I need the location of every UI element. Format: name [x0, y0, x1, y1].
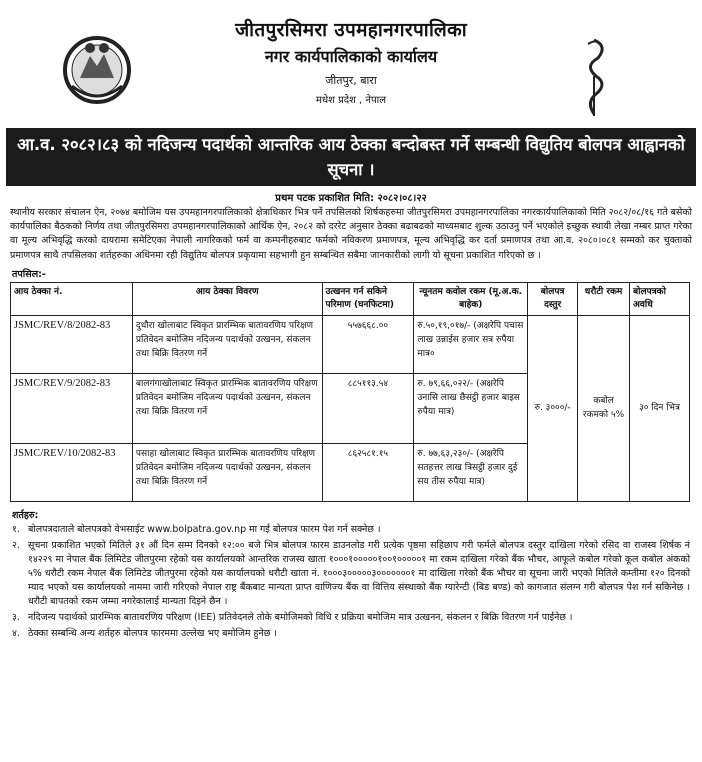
list-item — [12, 523, 690, 537]
letterhead — [6, 16, 696, 128]
term-text: बोलपत्रदाताले बोलपत्रको वेभसाईट www.bolpatra.gov.np मा गई बोलपत्र फारम पेश गर्न सक्नेछ । — [28, 523, 381, 535]
contract-qty: ५५७६६८.०० — [322, 315, 414, 373]
term-number: ४. — [12, 627, 20, 639]
office-name: नगर कार्यपालिकाको कार्यालय — [264, 47, 438, 66]
header-quantity: उत्खनन गर्न सकिने परिमाण (घनफिटमा) — [322, 282, 414, 315]
table-label: तपसिल:- — [12, 268, 46, 280]
contract-qty: ८८५११३.५४ — [322, 373, 414, 443]
contract-table — [10, 282, 690, 502]
notice-page — [6, 6, 696, 756]
contract-ref: JSMC/REV/8/2082-83 — [11, 315, 133, 373]
list-item — [12, 627, 690, 641]
office-province: मधेश प्रदेश , नेपाल — [315, 95, 387, 106]
publish-date: प्रथम पटक प्रकाशित मिति: २०८२।०८।२२ — [275, 193, 427, 204]
nepal-emblem-icon — [54, 26, 140, 106]
contract-desc: बालगंगाखोलाबाट स्विकृत प्रारम्भिक बातावरणिय परिक्षण प्रतिवेदन बमोजिम नदिजन्य पदार्थको उत्खनन, संकलन तथा बिक्रि वितरण गर्ने — [132, 373, 322, 443]
terms-list — [12, 523, 690, 641]
notice-title-banner: आ.व. २०८२।८३ को नदिजन्य पदार्थको आन्तरिक आय ठेक्का बन्दोबस्त गर्ने सम्बन्धी विद्युतिय बोलपत्र आह्वानको सूचना । — [6, 128, 696, 186]
contract-ref: JSMC/REV/10/2082-83 — [11, 443, 133, 501]
contract-min-bid: रु. ७७,६३,२३०/- (अक्षरेपि सतहत्तर लाख त्रिसट्ठी हजार दुई सय तीस रुपैया मात्र) — [414, 443, 528, 501]
term-number: २. — [12, 539, 20, 551]
bid-fee: रु. ३०००/- — [528, 315, 578, 501]
header-fee: बोलपत्र दस्तुर — [528, 282, 578, 315]
municipality-logo-icon — [574, 36, 614, 118]
header-min-bid: न्यूनतम कवोल रकम (मू.अ.क. बाहेक) — [414, 282, 528, 315]
list-item — [12, 611, 690, 625]
municipality-name: जीतपुरसिमरा उपमहानगरपालिका — [235, 19, 467, 41]
deposit-amount: कबोल रकमको ५% — [578, 315, 630, 501]
term-number: ३. — [12, 611, 20, 623]
intro-paragraph: स्थानीय सरकार संचालन ऐन, २०७४ बमोजिम यस उपमहानगरपालिकाको क्षेत्राधिकार भित्र पर्ने तपसिलको शिर्षकहरुमा जीतपुरसिमरा उपमहानगरपालिका नगरकार्यपालिकाको मिति २०८२/०८/१६ गते बसेको कार्यपालिका बैठकको निर्णय तथा जीतपुरसिमरा उपमहानगरपालिकाको आर्थिक ऐन, २०८२ को दररेट अनुसार ठेक्का बढाबढको माध्यमबाट शुल्क उठाउनु पर्ने भएकोले इच्छुक स्थायी लेखा नम्बर प्राप्त गरेका वा मूल्य अभिवृद्धि करको दायरामा समेटिएका नेपाली नागरिकको फर्म वा कम्पनीहरुबाट फर्मको नविकरण प्रमाणपत्र, मूल्य अभिवृद्धि कर दर्ता प्रमाणपत्र तथा आ.व. २०८०।०८१ सम्मको कर चुक्ताको प्रमाणपत्र साथै तपसिलका शर्तहरुका अधिनमा रही विद्युतिय बोलपत्र प्रकृयामा सहभागी हुन सम्बन्धित सबैमा जानकारीको लागी यो सूचना प्रकाशित गरिएको छ । — [10, 207, 692, 261]
contract-desc: पसाहा खोलाबाट स्विकृत प्रारम्भिक बातावरणिय परिक्षण प्रतिवेदन बमोजिम नदिजन्य पदार्थको उत्खनन, संकलन तथा बिक्रि वितरण गर्ने — [132, 443, 322, 501]
header-contract-no: आय ठेक्का नं. — [11, 282, 133, 315]
header-description: आय ठेक्का विवरण — [132, 282, 322, 315]
term-number: १. — [12, 523, 20, 535]
term-text: नदिजन्य पदार्थको प्रारम्भिक बातावरणिय परिक्षण (IEE) प्रतिवेदनले तोके बमोजिमको विधि र प्रक्रिया बमोजिम मात्र उत्खनन, संकलन र बिक्रि वितरण गर्न पाईनेछ । — [28, 611, 573, 623]
term-text: सूचना प्रकाशित भएको मितिले ३१ औं दिन सम्म दिनको १२:०० बजे भित्र बोलपत्र फारम डाउनलोड गरी प्रत्येक पृष्ठमा सहिछाप गरी फर्मले बोलपत्र दस्तुर दाखिला गरेको रसिद वा राजस्व शिर्षक नं १४२२९ मा नेपाल बैंक लिमिटेड जीतपुरमा रहेको यस कार्यालयको आन्तरिक राजस्व खाता १०००१०००००१००१०००००१ मा रकम दाखिला गरेको बैंक भौचर, आफूले कबोल गरेको कूल कबोल अंकको ५% धरौटी रकम नेपाल बैंक लिमिटेड जीतपुरमा रहेको यस कार्यालयको धरौटी खाता नं. १०००३०००००३०००००००१ मा दाखिला गरेको बैंक भौचर वा सूचना जारी भएको मितिले कम्तीमा १२० दिनको म्याद भएको यस कार्यालयको नाममा जारी गरिएको नेपाल राष्ट्र बैंकबाट मान्यता प्राप्त वाणिज्य बैंक वा वित्तिय संस्थाको बैंक ग्यारेन्टी (बिड बण्ड) को कागजात संलग्न गरी बोलपत्र पेश गर्न सकिनेछ । धरौटी बापतको रकम जम्मा नगरेकालाई मान्यता दिइने छैन । — [28, 539, 690, 607]
terms-title: शर्तहरु: — [12, 509, 39, 521]
list-item — [12, 539, 690, 609]
term-text: ठेक्का सम्बन्धि अन्य शर्तहरु बोलपत्र फारममा उल्लेख भए बमोजिम हुनेछ । — [28, 627, 277, 639]
contract-qty: ८६२५८१.१५ — [322, 443, 414, 501]
header-period: बोलपत्रको अवधि — [630, 282, 690, 315]
contract-min-bid: रु.५०,१९,०१७/- (अक्षरेपि पचास लाख उन्नाईस हजार सत्र रुपैया मात्र० — [414, 315, 528, 373]
table-row — [11, 315, 690, 373]
contract-ref: JSMC/REV/9/2082-83 — [11, 373, 133, 443]
office-location: जीतपुर, बारा — [325, 74, 377, 87]
header-deposit: धरौटी रकम — [578, 282, 630, 315]
contract-desc: दुधौरा खोलाबाट स्विकृत प्रारम्भिक बातावरणिय परिक्षण प्रतिवेदन बमोजिम नदिजन्य पदार्थको उत्खनन, संकलन तथा बिक्रि वितरण गर्ने — [132, 315, 322, 373]
bid-period: ३० दिन भित्र — [630, 315, 690, 501]
table-header-row — [11, 282, 690, 315]
contract-min-bid: रु. ७९,६६,०२२/- (अक्षरेपि उनासि लाख छैसट्ठी हजार बाइस रुपैया मात्र) — [414, 373, 528, 443]
